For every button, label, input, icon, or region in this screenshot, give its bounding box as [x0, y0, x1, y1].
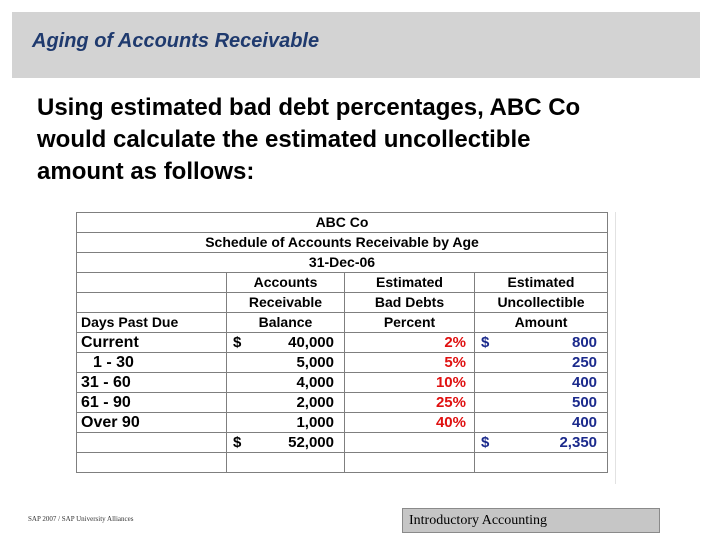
row-balance: [227, 373, 345, 393]
balance-value: 5,000: [296, 354, 334, 371]
header-balance-1: Accounts: [227, 273, 345, 293]
blank-cell: [475, 453, 608, 473]
footer-copyright: SAP 2007 / SAP University Alliances: [28, 515, 134, 523]
header-amount-2: Uncollectible: [475, 293, 608, 313]
body-line-2: would calculate the estimated uncollectible: [37, 126, 531, 153]
schedule-company: ABC Co: [77, 213, 608, 233]
row-days: 1 - 30: [77, 353, 227, 373]
totals-row: [77, 433, 608, 453]
balance-value: 4,000: [296, 374, 334, 391]
header-percent-2: Bad Debts: [345, 293, 475, 313]
row-percent: 40%: [345, 413, 475, 433]
currency-symbol: $: [233, 334, 242, 351]
table-row: [77, 413, 608, 433]
table-row: [77, 353, 608, 373]
amount-value: 500: [571, 394, 598, 411]
header-percent-1: Estimated: [345, 273, 475, 293]
row-amount: [475, 353, 608, 373]
total-amount: [475, 433, 608, 453]
row-days: Over 90: [77, 413, 227, 433]
header-balance-3: Balance: [227, 313, 345, 333]
currency-symbol: $: [481, 434, 490, 451]
row-balance: [227, 413, 345, 433]
header-amount-3: Amount: [475, 313, 608, 333]
amount-value: 800: [571, 334, 598, 351]
amount-value: 400: [571, 414, 598, 431]
schedule-table: [76, 212, 608, 473]
row-amount: [475, 413, 608, 433]
header-blank: [77, 273, 227, 293]
amount-value: 400: [571, 374, 598, 391]
total-balance-value: 52,000: [288, 434, 334, 451]
row-days: 61 - 90: [77, 393, 227, 413]
slide-title-bar: [12, 12, 700, 78]
header-days: Days Past Due: [77, 313, 227, 333]
currency-symbol: $: [233, 434, 242, 451]
table-row: [77, 373, 608, 393]
footer-course-label: Introductory Accounting: [402, 508, 660, 533]
total-amount-value: 2,350: [559, 434, 598, 451]
row-days: Current: [77, 333, 227, 353]
totals-days-blank: [77, 433, 227, 453]
totals-percent-blank: [345, 433, 475, 453]
blank-cell: [77, 453, 227, 473]
table-row: [77, 333, 608, 353]
row-percent: 2%: [345, 333, 475, 353]
header-amount-1: Estimated: [475, 273, 608, 293]
schedule-subtitle: Schedule of Accounts Receivable by Age: [77, 233, 608, 253]
balance-value: 40,000: [288, 334, 334, 351]
row-days: 31 - 60: [77, 373, 227, 393]
header-blank: [77, 293, 227, 313]
amount-value: 250: [571, 354, 598, 371]
body-line-3: amount as follows:: [37, 158, 255, 185]
schedule-table-container: [72, 208, 615, 484]
balance-value: 1,000: [296, 414, 334, 431]
currency-symbol: $: [481, 334, 490, 351]
table-row: [77, 393, 608, 413]
slide-body-text: [37, 92, 697, 188]
balance-value: 2,000: [296, 394, 334, 411]
row-balance: [227, 333, 345, 353]
row-percent: 10%: [345, 373, 475, 393]
slide-title: Aging of Accounts Receivable: [32, 30, 320, 52]
row-percent: 5%: [345, 353, 475, 373]
row-percent: 25%: [345, 393, 475, 413]
blank-row: [77, 453, 608, 473]
body-line-1: Using estimated bad debt percentages, ABC Co: [37, 94, 581, 121]
row-balance: [227, 393, 345, 413]
blank-cell: [345, 453, 475, 473]
row-amount: [475, 333, 608, 353]
header-balance-2: Receivable: [227, 293, 345, 313]
header-percent-3: Percent: [345, 313, 475, 333]
blank-cell: [227, 453, 345, 473]
row-amount: [475, 373, 608, 393]
schedule-date: 31-Dec-06: [77, 253, 608, 273]
row-amount: [475, 393, 608, 413]
row-balance: [227, 353, 345, 373]
total-balance: [227, 433, 345, 453]
